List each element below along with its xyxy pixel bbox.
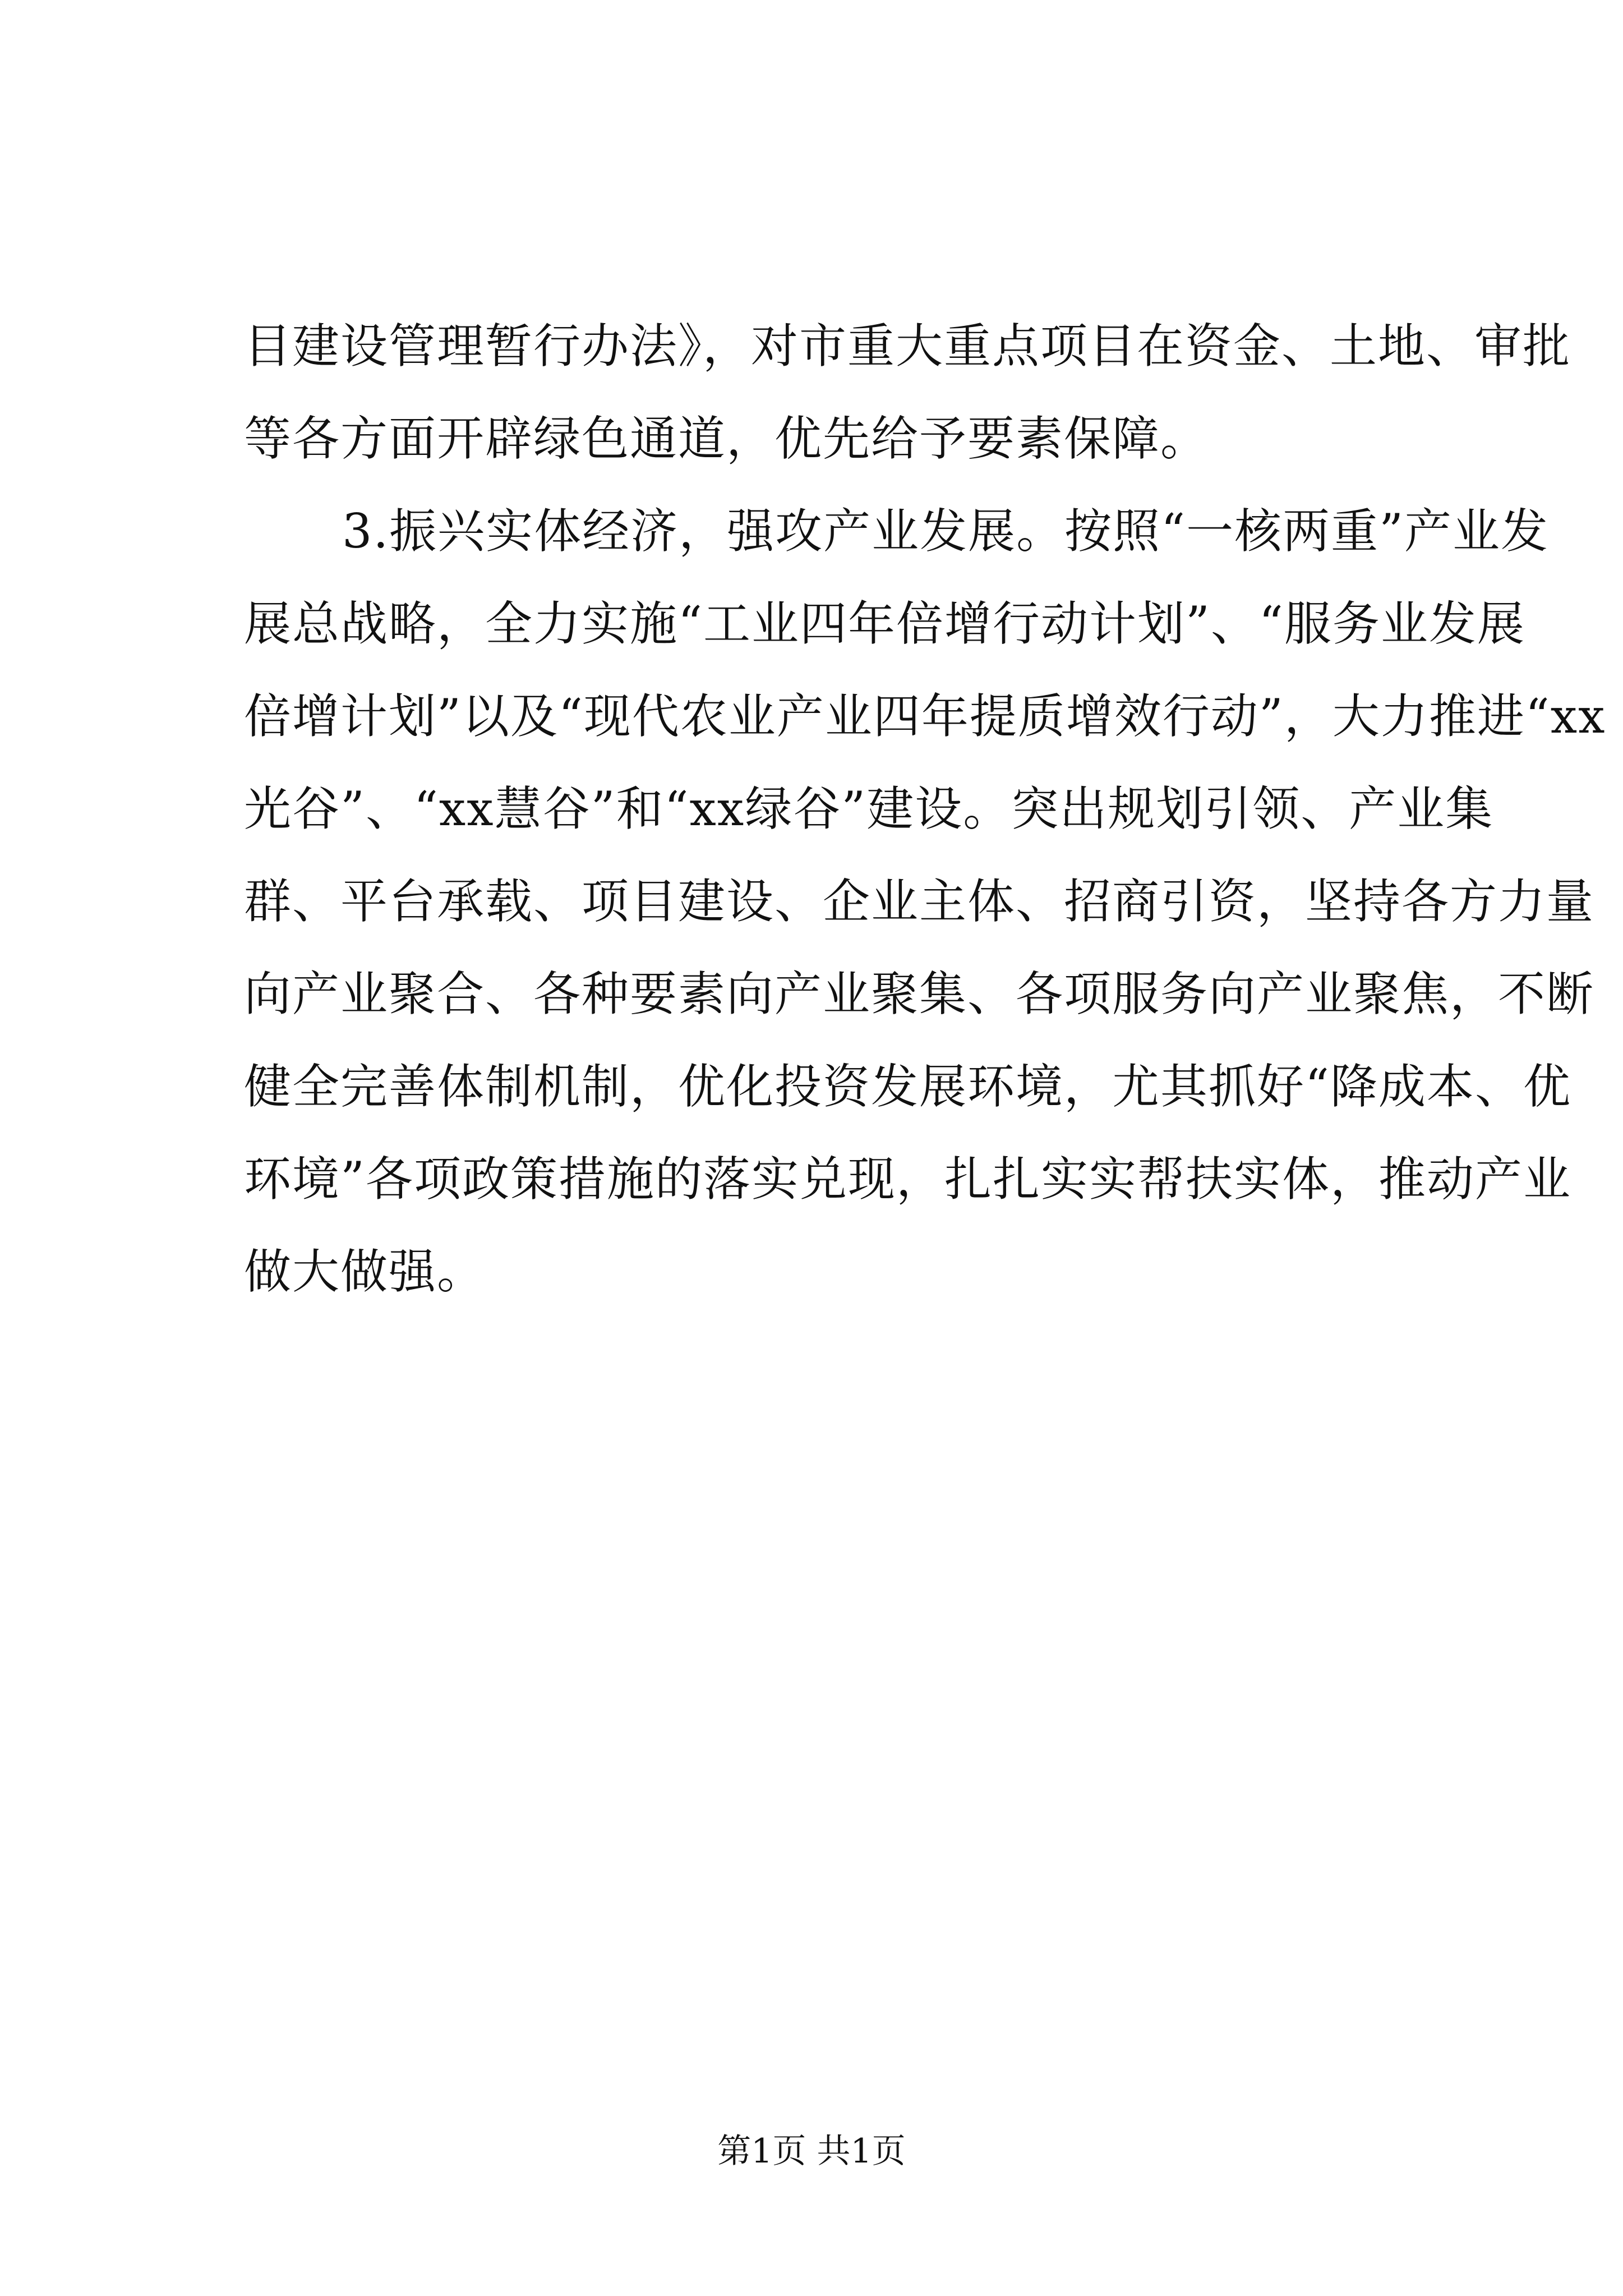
paragraph-line: 群、平台承载、项目建设、企业主体、招商引资，坚持各方力量 xyxy=(244,874,1595,929)
paragraph-2 xyxy=(244,485,1606,1318)
paragraph-line: 展总战略，全力实施“工业四年倍增行动计划”、“服务业发展 xyxy=(244,596,1525,651)
paragraph-1 xyxy=(244,300,1571,485)
paragraph-line: 目建设管理暂行办法》，对市重大重点项目在资金、土地、审批 xyxy=(244,319,1571,374)
paragraph-line: 等各方面开辟绿色通道，优先给予要素保障。 xyxy=(244,411,1209,466)
document-body xyxy=(244,300,1606,1318)
paragraph-line: 3.振兴实体经济，强攻产业发展。按照“一核两重”产业发 xyxy=(342,504,1550,559)
paragraph-line: 做大做强。 xyxy=(244,1244,486,1299)
page-footer: 第1页 共1页 xyxy=(717,2132,906,2171)
paragraph-line: 光谷”、“xx慧谷”和“xx绿谷”建设。突出规划引领、产业集 xyxy=(244,781,1494,836)
paragraph-line: 向产业聚合、各种要素向产业聚集、各项服务向产业聚焦，不断 xyxy=(244,967,1595,1022)
paragraph-line: 健全完善体制机制，优化投资发展环境，尤其抓好“降成本、优 xyxy=(244,1059,1571,1114)
paragraph-line: 环境”各项政策措施的落实兑现，扎扎实实帮扶实体，推动产业 xyxy=(244,1152,1571,1207)
paragraph-line: 倍增计划”以及“现代农业产业四年提质增效行动”，大力推进“xx xyxy=(244,689,1606,744)
